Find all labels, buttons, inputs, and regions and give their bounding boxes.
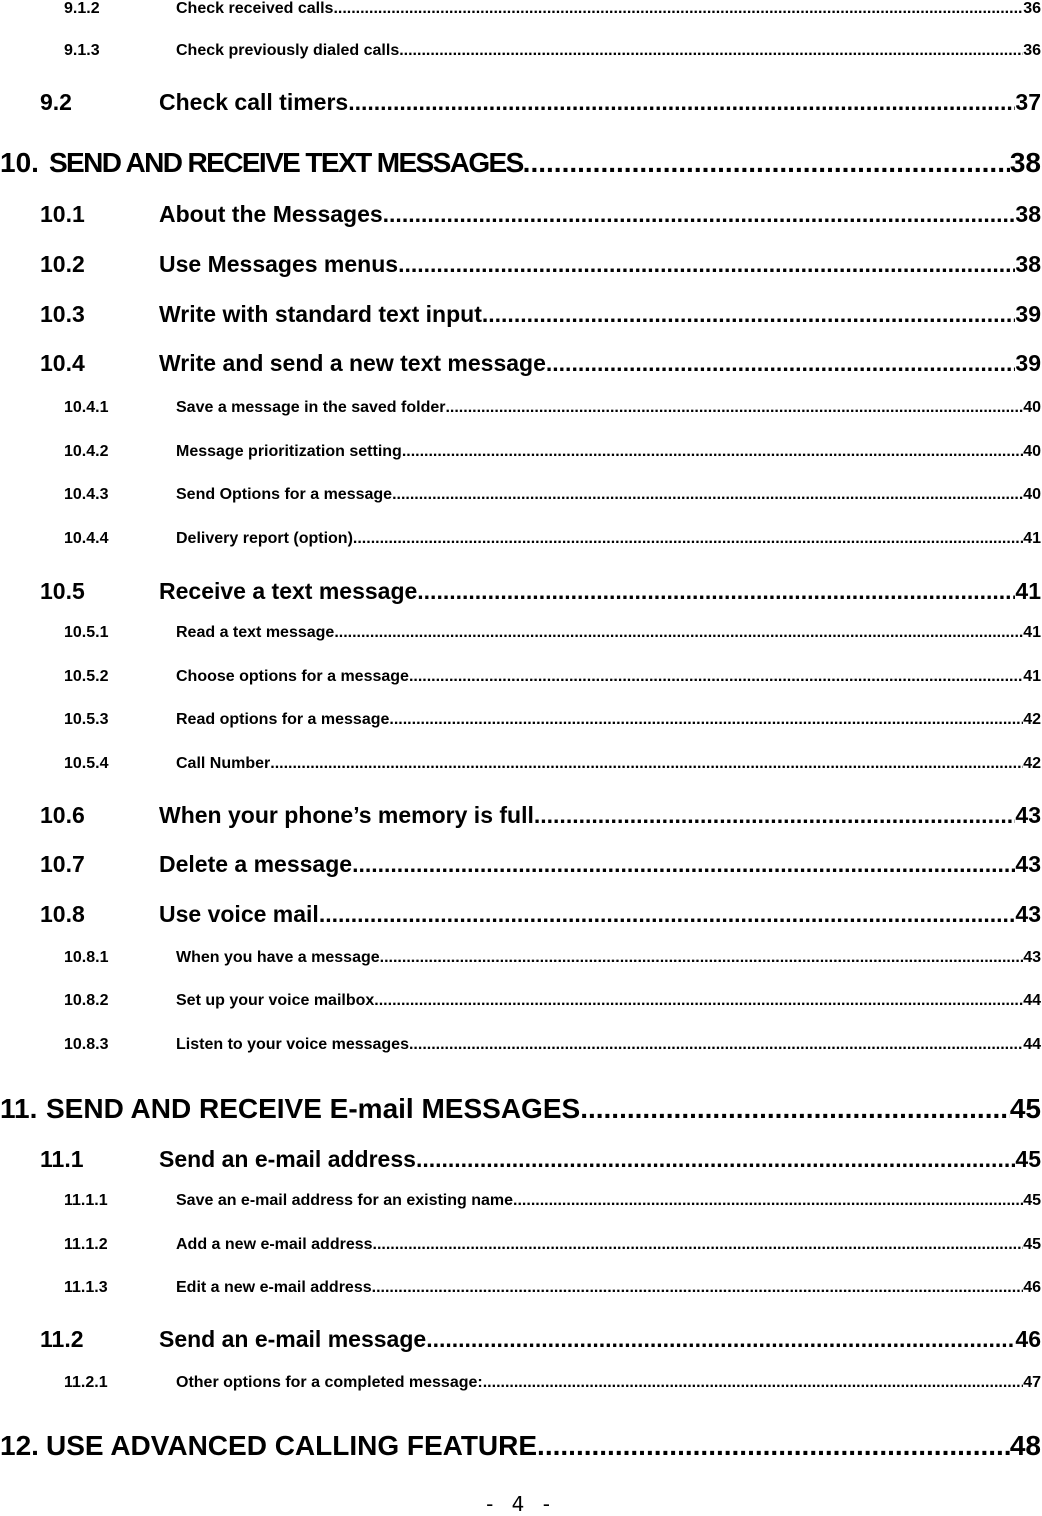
toc-leader-dots	[352, 849, 1015, 879]
toc-entry-10-4-1[interactable]	[64, 397, 1041, 419]
toc-leader-dots	[334, 622, 1023, 644]
toc-entry-title: Save an e-mail address for an existing name	[176, 1192, 514, 1209]
toc-entry-10-4-3[interactable]	[64, 484, 1041, 506]
toc-entry-title: Use Messages menus	[159, 251, 399, 277]
toc-entry-11-2-1[interactable]	[64, 1372, 1041, 1394]
toc-entry-title: SEND AND RECEIVE TEXT MESSAGES	[48, 147, 523, 178]
toc-entry-page: 41	[1015, 578, 1041, 604]
toc-entry-title: Delete a message	[159, 851, 353, 877]
toc-entry-title: About the Messages	[159, 201, 383, 227]
toc-entry-number: 10.5.3	[64, 711, 109, 728]
toc-entry-page: 37	[1015, 89, 1041, 115]
toc-chapter-10[interactable]	[0, 145, 1041, 181]
toc-leader-dots	[348, 87, 1015, 117]
toc-entry-page: 45	[1023, 1236, 1041, 1253]
toc-entry-title: SEND AND RECEIVE E-mail MESSAGES	[46, 1093, 581, 1124]
toc-entry-number: 10.4	[40, 350, 85, 376]
toc-entry-title: Delivery report (option)	[176, 530, 353, 547]
toc-entry-title: Check call timers	[159, 89, 349, 115]
toc-entry-10-4-2[interactable]	[64, 441, 1041, 463]
toc-leader-dots	[580, 1091, 1010, 1127]
toc-entry-page: 38	[1009, 147, 1041, 178]
toc-entry-page: 38	[1015, 251, 1041, 277]
toc-entry-title: Read a text message	[176, 624, 335, 641]
toc-entry-number: 9.1.3	[64, 42, 100, 59]
toc-entry-page: 43	[1015, 802, 1041, 828]
toc-entry-page: 45	[1009, 1093, 1041, 1124]
toc-entry-page: 36	[1023, 42, 1041, 59]
page-number-footer: - 4 -	[486, 1492, 556, 1516]
toc-entry-title: Save a message in the saved folder	[176, 399, 446, 416]
toc-entry-11-2[interactable]	[40, 1324, 1041, 1354]
toc-leader-dots	[399, 40, 1023, 62]
toc-entry-10-5-3[interactable]	[64, 709, 1041, 731]
toc-leader-dots	[445, 397, 1023, 419]
toc-entry-page: 45	[1015, 1146, 1041, 1172]
toc-leader-dots	[483, 1372, 1023, 1394]
toc-entry-number: 10.5.1	[64, 624, 109, 641]
toc-entry-page: 40	[1023, 443, 1041, 460]
toc-entry-page: 46	[1015, 1326, 1041, 1352]
toc-leader-dots	[402, 441, 1023, 463]
toc-entry-number: 10.7	[40, 851, 85, 877]
toc-entry-10-5-2[interactable]	[64, 666, 1041, 688]
toc-entry-title: Write with standard text input	[159, 301, 482, 327]
toc-leader-dots	[409, 666, 1023, 688]
toc-leader-dots	[380, 947, 1024, 969]
toc-entry-10-4[interactable]	[40, 348, 1041, 378]
toc-entry-page: 42	[1023, 755, 1041, 772]
toc-entry-number: 11.1	[40, 1146, 84, 1172]
toc-entry-10-8-2[interactable]	[64, 990, 1041, 1012]
toc-entry-10-8[interactable]	[40, 899, 1041, 929]
toc-entry-number: 10.4.2	[64, 443, 109, 460]
toc-entry-number: 10.5.2	[64, 668, 109, 685]
toc-entry-page: 39	[1015, 350, 1041, 376]
toc-entry-page: 39	[1015, 301, 1041, 327]
toc-entry-number: 11.	[0, 1093, 38, 1124]
toc-entry-title: Other options for a completed message:	[176, 1374, 483, 1391]
toc-entry-number: 10.6	[40, 802, 85, 828]
toc-leader-dots	[319, 899, 1016, 929]
toc-entry-title: Add a new e-mail address	[176, 1236, 373, 1253]
toc-entry-number: 10.5.4	[64, 755, 109, 772]
toc-entry-number: 11.1.2	[64, 1236, 108, 1253]
toc-entry-9-1-3[interactable]	[64, 40, 1041, 62]
toc-entry-page: 41	[1023, 530, 1041, 547]
toc-entry-title: Write and send a new text message	[159, 350, 546, 376]
toc-entry-page: 44	[1023, 992, 1041, 1009]
toc-entry-number: 10.8.3	[64, 1036, 109, 1053]
toc-entry-page: 47	[1023, 1374, 1041, 1391]
toc-entry-number: 10.2	[40, 251, 85, 277]
toc-entry-page: 41	[1023, 668, 1041, 685]
toc-entry-9-1-2[interactable]	[64, 0, 1041, 20]
toc-entry-10-2[interactable]	[40, 249, 1041, 279]
toc-entry-title: Listen to your voice messages	[176, 1036, 409, 1053]
toc-entry-number: 11.2.1	[64, 1374, 108, 1391]
toc-entry-title: Receive a text message	[159, 578, 418, 604]
toc-entry-9-2[interactable]	[40, 87, 1041, 117]
toc-entry-title: Choose options for a message	[176, 668, 409, 685]
toc-leader-dots	[417, 576, 1015, 606]
toc-leader-dots	[534, 800, 1016, 830]
toc-entry-title: Set up your voice mailbox	[176, 992, 375, 1009]
toc-entry-number: 10.8.1	[64, 949, 109, 966]
toc-entry-page: 41	[1023, 624, 1041, 641]
toc-leader-dots	[546, 348, 1016, 378]
toc-chapter-12[interactable]	[0, 1428, 1041, 1464]
toc-leader-dots	[398, 249, 1015, 279]
toc-entry-11-1-3[interactable]	[64, 1277, 1041, 1299]
toc-entry-number: 10.4.1	[64, 399, 109, 416]
toc-entry-title: When you have a message	[176, 949, 380, 966]
toc-entry-10-5-1[interactable]	[64, 622, 1041, 644]
toc-entry-title: Send an e-mail message	[159, 1326, 427, 1352]
toc-entry-title: Send Options for a message	[176, 486, 393, 503]
toc-leader-dots	[353, 528, 1023, 550]
toc-entry-10-8-1[interactable]	[64, 947, 1041, 969]
toc-leader-dots	[513, 1190, 1023, 1212]
toc-entry-title: Call Number	[176, 755, 271, 772]
toc-entry-title: Read options for a message	[176, 711, 390, 728]
toc-entry-title: Send an e-mail address	[159, 1146, 416, 1172]
toc-chapter-11[interactable]	[0, 1091, 1041, 1127]
toc-entry-title: When your phone’s memory is full	[159, 802, 534, 828]
toc-entry-number: 12.	[0, 1430, 39, 1461]
toc-entry-page: 48	[1009, 1430, 1041, 1461]
toc-entry-number: 9.1.2	[64, 0, 100, 17]
toc-entry-title: Check previously dialed calls	[176, 42, 400, 59]
toc-entry-10-1[interactable]	[40, 199, 1041, 229]
toc-leader-dots	[372, 1277, 1024, 1299]
toc-entry-number: 10.8	[40, 901, 85, 927]
toc-entry-title: Use voice mail	[159, 901, 319, 927]
toc-entry-number: 11.2	[40, 1326, 84, 1352]
toc-leader-dots	[374, 990, 1023, 1012]
toc-entry-page: 40	[1023, 399, 1041, 416]
toc-leader-dots	[373, 1234, 1024, 1256]
toc-entry-number: 10.3	[40, 301, 85, 327]
toc-entry-10-6[interactable]	[40, 800, 1041, 830]
toc-entry-number: 10.1	[40, 201, 85, 227]
toc-entry-number: 10.	[0, 147, 39, 178]
toc-leader-dots	[523, 145, 1010, 181]
toc-entry-11-1-1[interactable]	[64, 1190, 1041, 1212]
toc-leader-dots	[383, 199, 1016, 229]
toc-leader-dots	[416, 1144, 1015, 1174]
toc-entry-10-5[interactable]	[40, 576, 1041, 606]
toc-leader-dots	[409, 1034, 1023, 1056]
toc-leader-dots	[270, 753, 1023, 775]
toc-entry-page: 36	[1023, 0, 1041, 17]
toc-entry-page: 42	[1023, 711, 1041, 728]
toc-entry-page: 46	[1023, 1279, 1041, 1296]
toc-entry-title: Edit a new e-mail address	[176, 1279, 372, 1296]
toc-entry-page: 43	[1015, 901, 1041, 927]
toc-entry-11-1[interactable]	[40, 1144, 1041, 1174]
toc-leader-dots	[333, 0, 1023, 20]
toc-entry-title: Message prioritization setting	[176, 443, 402, 460]
toc-leader-dots	[392, 484, 1023, 506]
toc-entry-10-7[interactable]	[40, 849, 1041, 879]
toc-entry-11-1-2[interactable]	[64, 1234, 1041, 1256]
toc-entry-number: 9.2	[40, 89, 72, 115]
toc-entry-number: 10.5	[40, 578, 85, 604]
toc-entry-title: Check received calls	[176, 0, 334, 17]
toc-entry-page: 38	[1015, 201, 1041, 227]
toc-entry-number: 10.4.3	[64, 486, 109, 503]
toc-entry-title: USE ADVANCED CALLING FEATURE	[46, 1430, 538, 1461]
toc-entry-10-5-4[interactable]	[64, 753, 1041, 775]
toc-entry-page: 44	[1023, 1036, 1041, 1053]
toc-entry-10-4-4[interactable]	[64, 528, 1041, 550]
toc-leader-dots	[426, 1324, 1015, 1354]
toc-leader-dots	[482, 299, 1016, 329]
toc-entry-number: 11.1.3	[64, 1279, 108, 1296]
toc-entry-page: 43	[1023, 949, 1041, 966]
toc-entry-number: 11.1.1	[64, 1192, 108, 1209]
toc-entry-number: 10.4.4	[64, 530, 109, 547]
toc-entry-10-8-3[interactable]	[64, 1034, 1041, 1056]
toc-leader-dots	[389, 709, 1023, 731]
toc-entry-10-3[interactable]	[40, 299, 1041, 329]
toc-entry-page: 43	[1015, 851, 1041, 877]
toc-leader-dots	[537, 1428, 1010, 1464]
toc-entry-number: 10.8.2	[64, 992, 109, 1009]
toc-entry-page: 40	[1023, 486, 1041, 503]
toc-entry-page: 45	[1023, 1192, 1041, 1209]
